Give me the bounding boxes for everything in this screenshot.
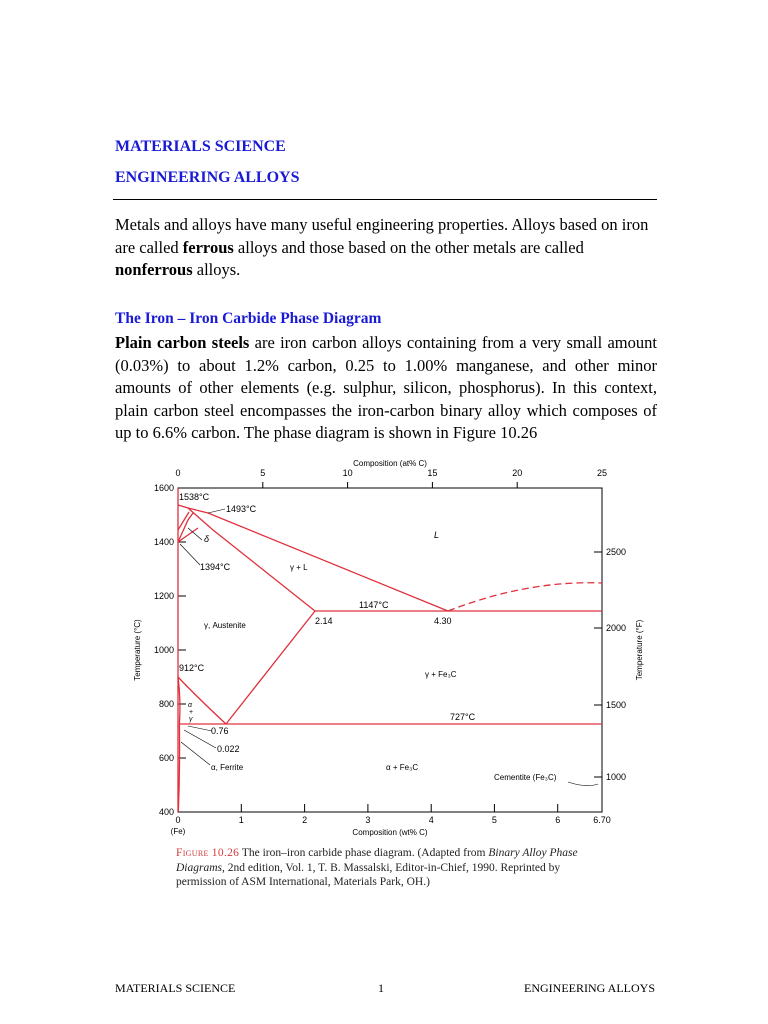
footer-right: ENGINEERING ALLOYS <box>524 981 655 995</box>
left-tick-1000: 1000 <box>153 645 174 655</box>
label-delta: δ <box>204 534 210 544</box>
label-liquid: L <box>434 530 440 540</box>
leader-cementite <box>568 782 598 786</box>
label-1538: 1538°C <box>179 492 210 502</box>
phase-diagram <box>128 459 644 845</box>
liquidus-line <box>188 508 448 611</box>
right-tick-1000: 1000 <box>606 772 627 782</box>
left-axis-label: Temperature (°C) <box>133 619 142 681</box>
label-cementite: Cementite (Fe₃C) <box>494 773 557 782</box>
top-tick-0: 0 <box>175 468 181 478</box>
label-plus: + <box>189 709 194 716</box>
term-nonferrous: nonferrous <box>115 260 193 279</box>
label-austenite: γ, Austenite <box>204 621 246 630</box>
bottom-tick-6: 6 <box>555 815 561 825</box>
leader-ferrite <box>181 742 210 765</box>
label-gamma: γ <box>189 716 193 723</box>
bottom-tick-3: 3 <box>365 815 371 825</box>
bottom-axis-label: Composition (wt% C) <box>352 828 428 837</box>
label-ferrite: α, Ferrite <box>211 763 244 772</box>
bottom-tick-0: 0 <box>175 815 181 825</box>
leader-1493 <box>208 509 225 513</box>
label-gamma-fe3c: γ + Fe₃C <box>425 670 457 679</box>
a3-line <box>178 677 226 724</box>
right-axis-ticks <box>594 552 602 777</box>
right-tick-2500: 2500 <box>606 547 627 557</box>
label-2-14: 2.14 <box>315 616 333 626</box>
label-4-30: 4.30 <box>434 616 452 626</box>
bottom-tick-1: 1 <box>238 815 244 825</box>
liquidus-delta-gamma <box>178 505 315 611</box>
bottom-tick-4: 4 <box>428 815 434 825</box>
bottom-axis-ticks <box>241 804 557 812</box>
top-tick-25: 25 <box>596 468 608 478</box>
leader-0-76 <box>188 726 212 731</box>
section-text: are iron carbon alloys containing from a very small amount (0.03%) to about 1.2% carbon, 0.25 to 1.00% manganese, and other minor amounts of other elements (e.g. sulphur, silicon, phosphorus). In this context, plain carbon steel encompasses the iron-carbon binary alloy which composes of up to 6.6% carbon. The phase diagram is shown in Figure 10.26 <box>115 333 657 442</box>
document-title: MATERIALS SCIENCE <box>115 138 286 155</box>
figure-caption-source-title: Binary Alloy Phase Diagrams <box>176 847 578 874</box>
cementite-liquidus <box>448 583 602 611</box>
bottom-tick-2: 2 <box>302 815 308 825</box>
label-1493: 1493°C <box>226 504 257 514</box>
right-tick-1500: 1500 <box>606 700 627 710</box>
label-gamma-l: γ + L <box>290 563 308 572</box>
bottom-tick-5: 5 <box>491 815 497 825</box>
intro-text-2: alloys and those based on the other metals are called <box>233 237 584 257</box>
figure-caption-text-1: The iron–iron carbide phase diagram. (Adapted from <box>239 847 489 859</box>
label-0-76: 0.76 <box>211 726 229 736</box>
intro-text-1: Metals and alloys have many useful engineering properties. Alloys based on iron are called <box>115 215 649 257</box>
top-axis-label: Composition (at% C) <box>353 459 427 468</box>
left-tick-1200: 1200 <box>153 591 174 601</box>
left-tick-1600: 1600 <box>153 483 174 493</box>
bottom-tick-6-70: 6.70 <box>593 815 611 825</box>
label-1394: 1394°C <box>200 562 231 572</box>
footer-left: MATERIALS SCIENCE <box>115 981 236 995</box>
label-912: 912°C <box>179 663 205 673</box>
left-tick-600: 600 <box>158 753 174 763</box>
label-727: 727°C <box>450 712 476 722</box>
top-axis-ticks <box>263 482 517 488</box>
label-alpha-fe3c: α + Fe₃C <box>386 763 419 772</box>
label-1147: 1147°C <box>359 600 389 610</box>
term-plain-carbon-steels: Plain carbon steels <box>115 333 250 352</box>
section-paragraph <box>115 332 657 445</box>
label-alpha: α <box>188 702 192 709</box>
top-tick-20: 20 <box>512 468 523 478</box>
leader-1394 <box>180 544 200 565</box>
right-axis-label: Temperature (°F) <box>635 619 644 681</box>
left-tick-1400: 1400 <box>153 537 174 547</box>
top-tick-5: 5 <box>260 468 266 478</box>
term-ferrous: ferrous <box>182 237 234 257</box>
top-tick-15: 15 <box>427 468 438 478</box>
footer-page-number: 1 <box>378 981 384 995</box>
figure-caption <box>176 846 596 890</box>
figure-caption-text-2: , 2nd edition, Vol. 1, T. B. Massalski, Editor-in-Chief, 1990. Reprinted by permission of ASM International, Materials Park, OH.) <box>176 861 561 888</box>
figure-caption-label: Figure 10.26 <box>176 847 240 859</box>
right-tick-2000: 2000 <box>606 623 627 633</box>
intro-paragraph <box>115 214 657 282</box>
document-subtitle: ENGINEERING ALLOYS <box>115 169 300 186</box>
left-tick-400: 400 <box>158 807 174 817</box>
top-tick-10: 10 <box>342 468 353 478</box>
label-0-022: 0.022 <box>217 744 240 754</box>
header-divider <box>113 199 657 200</box>
intro-text-3: alloys. <box>192 260 241 279</box>
fe-label: (Fe) <box>170 827 186 836</box>
section-heading: The Iron – Iron Carbide Phase Diagram <box>115 310 382 327</box>
left-tick-800: 800 <box>158 699 174 709</box>
